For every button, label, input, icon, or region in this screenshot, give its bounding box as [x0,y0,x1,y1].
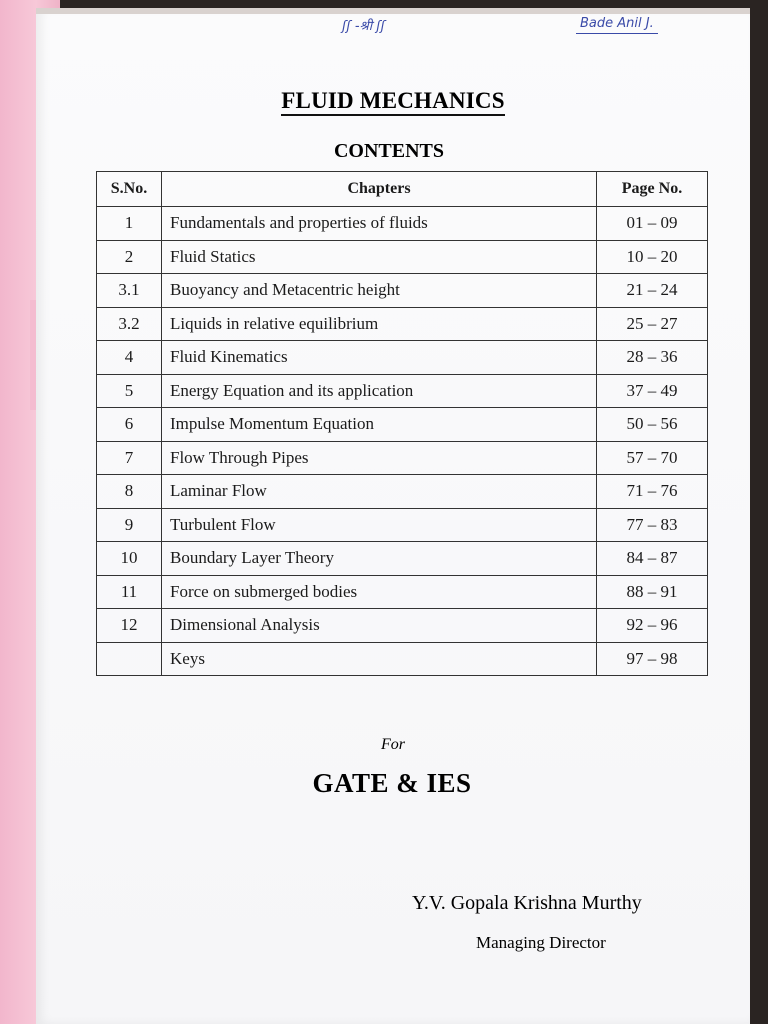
row-chapter: Flow Through Pipes [162,441,597,475]
table-row [97,374,708,408]
row-chapter: Impulse Momentum Equation [162,408,597,442]
row-sno: 8 [97,475,162,509]
contents-table-body [97,207,708,676]
row-sno: 7 [97,441,162,475]
header-chapters: Chapters [162,172,597,207]
table-row [97,240,708,274]
table-row [97,207,708,241]
row-sno: 4 [97,341,162,375]
header-page: Page No. [597,172,708,207]
table-row [97,341,708,375]
row-pages: 10 – 20 [597,240,708,274]
row-chapter: Keys [162,642,597,676]
row-sno: 5 [97,374,162,408]
handwritten-note-signature: Bade Anil J. [576,16,658,34]
row-chapter: Buoyancy and Metacentric height [162,274,597,308]
table-row [97,642,708,676]
row-pages: 57 – 70 [597,441,708,475]
page-top-edge [36,8,750,14]
row-sno: 3.1 [97,274,162,308]
table-row [97,475,708,509]
table-row [97,609,708,643]
header-sno: S.No. [97,172,162,207]
row-sno: 3.2 [97,307,162,341]
row-chapter: Dimensional Analysis [162,609,597,643]
row-pages: 92 – 96 [597,609,708,643]
row-sno: 10 [97,542,162,576]
table-row [97,307,708,341]
row-chapter: Fluid Statics [162,240,597,274]
row-chapter: Fluid Kinematics [162,341,597,375]
row-pages: 01 – 09 [597,207,708,241]
table-row [97,542,708,576]
row-sno: 6 [97,408,162,442]
author-name: Y.V. Gopala Krishna Murthy [412,892,642,914]
row-pages: 97 – 98 [597,642,708,676]
table-row [97,441,708,475]
row-sno: 12 [97,609,162,643]
row-pages: 77 – 83 [597,508,708,542]
row-pages: 25 – 27 [597,307,708,341]
row-pages: 28 – 36 [597,341,708,375]
row-chapter: Energy Equation and its application [162,374,597,408]
row-chapter: Laminar Flow [162,475,597,509]
table-row [97,274,708,308]
book-title-text: FLUID MECHANICS [281,88,504,116]
contents-table [96,171,708,676]
author-designation: Managing Director [476,933,606,952]
table-row [97,508,708,542]
row-pages: 21 – 24 [597,274,708,308]
row-sno: 2 [97,240,162,274]
row-sno: 9 [97,508,162,542]
contents-heading: CONTENTS [333,140,445,162]
row-chapter: Fundamentals and properties of fluids [162,207,597,241]
row-chapter: Force on submerged bodies [162,575,597,609]
row-pages: 88 – 91 [597,575,708,609]
exam-title: GATE & IES [312,768,472,798]
document-page [36,8,750,1024]
table-header-row [97,172,708,207]
table-row [97,408,708,442]
handwritten-note-center: ʃʃ -श्री ʃʃ [342,19,385,34]
row-sno [97,642,162,676]
table-row [97,575,708,609]
for-label: For [381,736,405,753]
row-pages: 37 – 49 [597,374,708,408]
row-sno: 11 [97,575,162,609]
row-chapter: Boundary Layer Theory [162,542,597,576]
row-pages: 71 – 76 [597,475,708,509]
row-pages: 50 – 56 [597,408,708,442]
row-sno: 1 [97,207,162,241]
row-chapter: Turbulent Flow [162,508,597,542]
row-chapter: Liquids in relative equilibrium [162,307,597,341]
row-pages: 84 – 87 [597,542,708,576]
book-title [36,88,750,114]
